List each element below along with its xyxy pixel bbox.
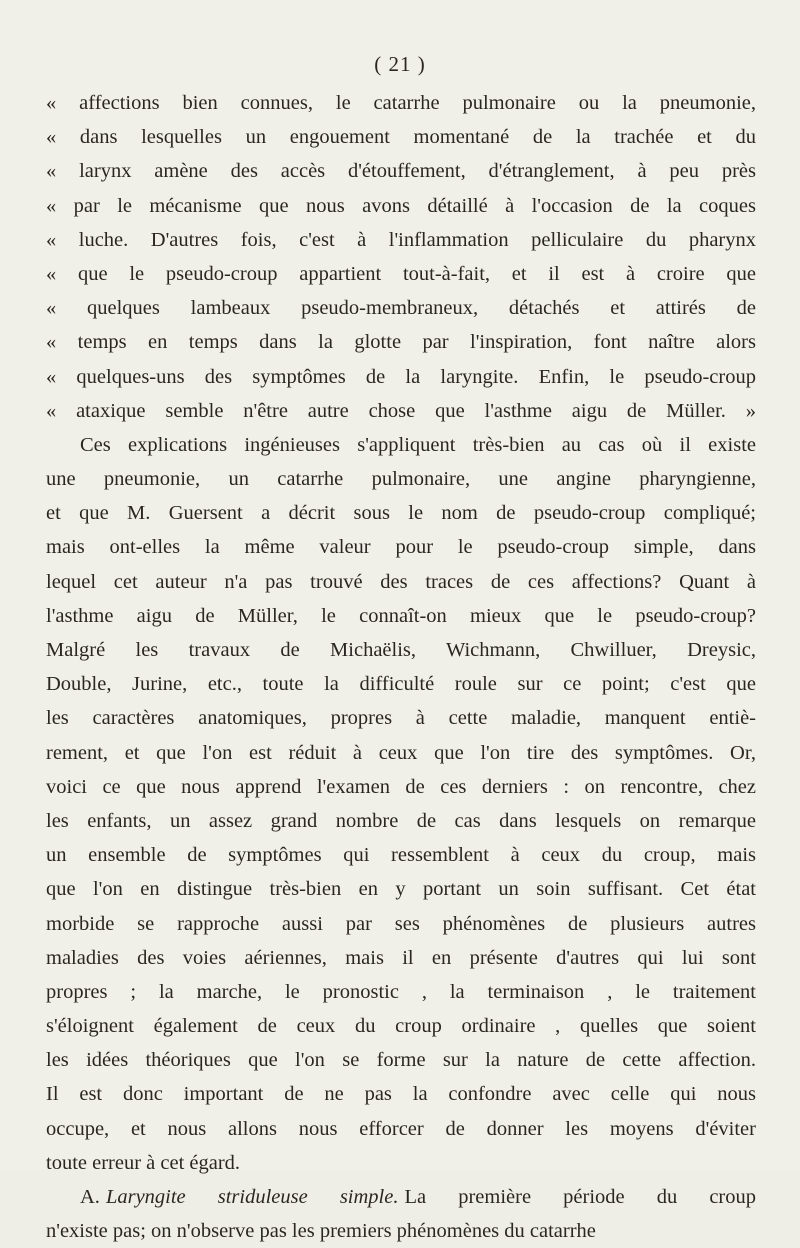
text-line: un ensemble de symptômes qui ressemblent à ceux du croup, mais [46,844,756,867]
text-line: et que M. Guersent a décrit sous le nom de pseudo-croup compliqué; [46,502,756,525]
text-line: mais ont-elles la même valeur pour le pseudo-croup simple, dans [46,536,756,559]
text-line: Il est donc important de ne pas la confondre avec celle qui nous [46,1083,756,1106]
text-line: les enfants, un assez grand nombre de cas dans lesquels on remarque [46,809,756,832]
text-line: lequel cet auteur n'a pas trouvé des traces de ces affections? Quant à [46,570,756,593]
text-line: Ces explications ingénieuses s'appliquent très-bien au cas où il existe [80,433,756,456]
text-line: « que le pseudo-croup appartient tout-à-fait, et il est à croire que [46,262,756,285]
text-line: « quelques-uns des symptômes de la laryngite. Enfin, le pseudo-croup [46,365,756,388]
text-line: les idées théoriques que l'on se forme sur la nature de cette affection. [46,1049,756,1072]
text-line: « par le mécanisme que nous avons détaillé à l'occasion de la coques [46,194,756,217]
text-line: « quelques lambeaux pseudo-membraneux, détachés et attirés de [46,297,756,320]
text-line: Malgré les travaux de Michaëlis, Wichmann, Chwilluer, Dreysic, [46,639,756,661]
text-line: morbide se rapproche aussi par ses phénomènes de plusieurs autres [46,912,756,935]
text-line: « affections bien connues, le catarrhe pulmonaire ou la pneumonie, [46,92,756,114]
text-line: voici ce que nous apprend l'examen de ces derniers : on rencontre, chez [46,775,756,798]
text-line: Double, Jurine, etc., toute la difficulté roule sur ce point; c'est que [46,673,756,696]
text-line: que l'on en distingue très-bien en y portant un soin suffisant. Cet état [46,878,756,901]
text-line: « temps en temps dans la glotte par l'inspiration, font naître alors [46,331,756,354]
text-line: « larynx amène des accès d'étouffement, d'étranglement, à peu près [46,160,756,183]
text-line: les caractères anatomiques, propres à cette maladie, manquent entiè- [46,707,756,730]
text-line: toute erreur à cet égard. [46,1151,241,1174]
text-line: propres ; la marche, le pronostic , la terminaison , le traitement [46,980,756,1003]
text-line: « dans lesquelles un engouement momentané de la trachée et du [46,126,756,149]
page-number: ( 21 ) [374,52,426,76]
text-line: « luche. D'autres fois, c'est à l'inflammation pelliculaire du pharynx [46,228,756,251]
text-line: s'éloignent également de ceux du croup ordinaire , quelles que soient [46,1015,756,1038]
body-text [46,86,756,1248]
text-line: occupe, et nous allons nous efforcer de donner les moyens d'éviter [46,1117,756,1140]
text-line: n'existe pas; on n'observe pas les premiers phénomènes du catarrhe [46,1220,596,1243]
section-heading-line [46,1180,756,1214]
text-line: une pneumonie, un catarrhe pulmonaire, une angine pharyngienne, [46,468,756,491]
section-title: Laryngite striduleuse simple. [105,1186,399,1208]
section-label: A. [80,1186,100,1208]
text-line: rement, et que l'on est réduit à ceux que l'on tire des symptômes. Or, [46,741,756,764]
text-line: l'asthme aigu de Müller, le connaît-on mieux que le pseudo-croup? [46,604,756,627]
text-line: maladies des voies aériennes, mais il en présente d'autres qui lui sont [46,946,756,969]
text-line: « ataxique semble n'être autre chose que l'asthme aigu de Müller. » [46,399,756,422]
section-text: La première période du croup [404,1186,756,1208]
